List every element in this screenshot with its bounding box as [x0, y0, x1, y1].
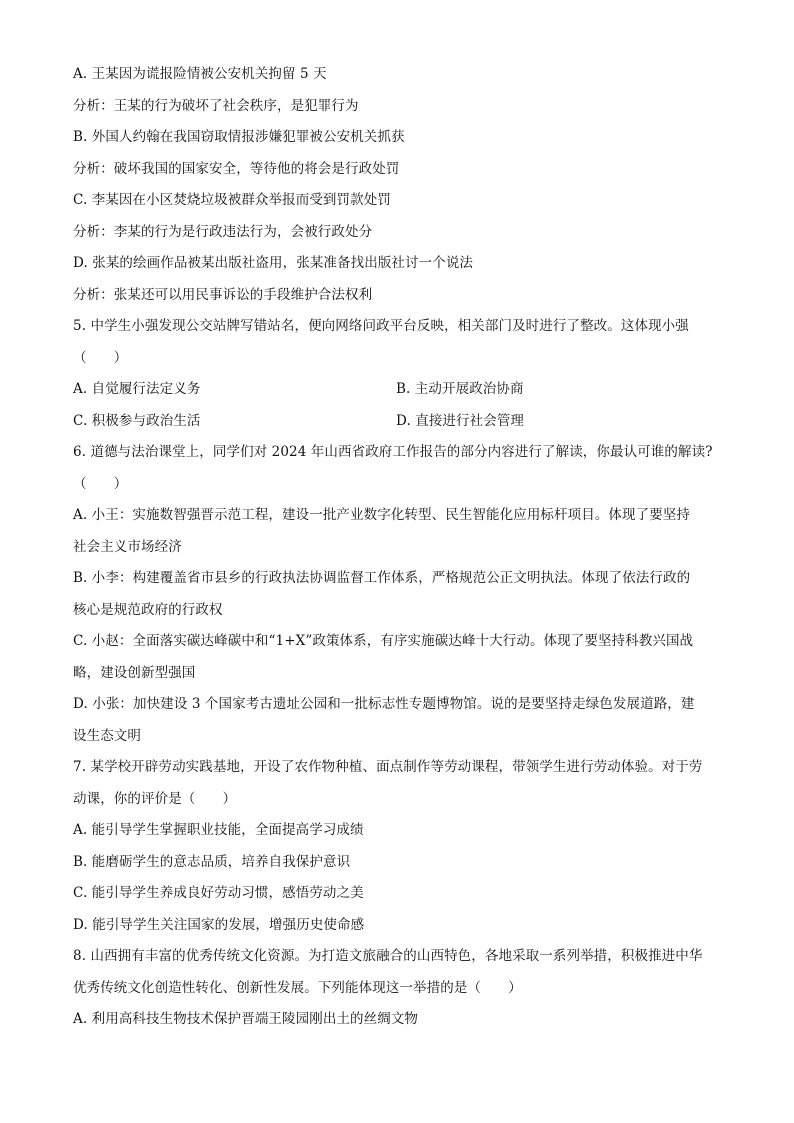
q5-option-d: D. 直接进行社会管理	[396, 412, 525, 429]
q7-option-a: A. 能引导学生掌握职业技能，全面提高学习成绩	[73, 822, 364, 838]
q5-options-row2	[73, 411, 733, 431]
q4-option-a: A. 王某因为谎报险情被公安机关拘留 5 天	[73, 66, 327, 82]
q7-stem-line2: 动课，你的评价是（ ）	[73, 790, 237, 807]
q6-line: B. 小李：构建覆盖省市县乡的行政执法协调监督工作体系，严格规范公正文明执法。体现了依法行政的	[73, 570, 691, 586]
q6-stem-line2: （ ）	[73, 475, 128, 492]
q6-line: C. 小赵：全面落实碳达峰碳中和“1+X”政策体系，有序实施碳达峰十大行动。体现了要坚持科教兴国战	[73, 633, 694, 649]
q7-option-d: D. 能引导学生关注国家的发展，增强历史使命感	[73, 916, 365, 933]
q7-option-b: B. 能磨砺学生的意志品质，培养自我保护意识	[73, 853, 351, 870]
q6-line: 核心是规范政府的行政权	[73, 601, 223, 618]
q8-option-a: A. 利用高科技生物技术保护晋端王陵园刚出土的丝绸文物	[73, 1011, 419, 1027]
q6-line: 社会主义市场经济	[73, 538, 182, 555]
q5-option-c: C. 积极参与政治生活	[73, 412, 201, 429]
q5-stem-line1: 5. 中学生小强发现公交站牌写错站名，便向网络问政平台反映，相关部门及时进行了整改。这体现小强	[73, 318, 689, 334]
q6-stem-line1: 6. 道德与法治课堂上，同学们对 2024 年山西省政府工作报告的部分内容进行了解读，你最认可谁的解读?	[73, 444, 713, 460]
q5-options-row1	[73, 379, 733, 399]
q8-stem-line2: 优秀传统文化创造性转化、创新性发展。下列能体现这一举措的是（ ）	[73, 979, 522, 996]
q4-option-d: D. 张某的绘画作品被某出版社盗用，张某准备找出版社讨一个说法	[73, 255, 474, 271]
q7-stem-line1: 7. 某学校开辟劳动实践基地，开设了农作物种植、面点制作等劳动课程，带领学生进行劳动体验。对于劳	[73, 759, 703, 775]
q4-option-b: B. 外国人约翰在我国窃取情报涉嫌犯罪被公安机关抓获	[73, 129, 405, 145]
q6-line: 设生态文明	[73, 727, 141, 744]
document-page	[73, 64, 733, 1041]
q5-option-b: B. 主动开展政治协商	[396, 381, 524, 397]
q4-analysis-b: 分析：破坏我国的国家安全，等待他的将会是行政处罚	[73, 160, 400, 177]
q6-line: D. 小张：加快建设 3 个国家考古遗址公园和一批标志性专题博物馆。说的是要坚持走绿色发展道路，建	[73, 696, 695, 712]
q4-analysis-a: 分析：王某的行为破坏了社会秩序，是犯罪行为	[73, 97, 359, 114]
q6-line: 略，建设创新型强国	[73, 664, 196, 681]
q5-stem-line2: （ ）	[73, 349, 128, 366]
q4-analysis-c: 分析：李某的行为是行政违法行为，会被行政处分	[73, 223, 373, 240]
q5-option-a: A. 自觉履行法定义务	[73, 381, 201, 397]
q8-stem-line1: 8. 山西拥有丰富的优秀传统文化资源。为打造文旅融合的山西特色，各地采取一系列举措，积极推进中华	[73, 948, 703, 964]
q6-line: A. 小王：实施数智强晋示范工程，建设一批产业数字化转型、民生智能化应用标杆项目。体现了要坚持	[73, 507, 691, 523]
q4-analysis-d: 分析：张某还可以用民事诉讼的手段维护合法权利	[73, 286, 373, 303]
q4-option-c: C. 李某因在小区焚烧垃圾被群众举报而受到罚款处罚	[73, 192, 391, 208]
q7-option-c: C. 能引导学生养成良好劳动习惯，感悟劳动之美	[73, 885, 364, 901]
